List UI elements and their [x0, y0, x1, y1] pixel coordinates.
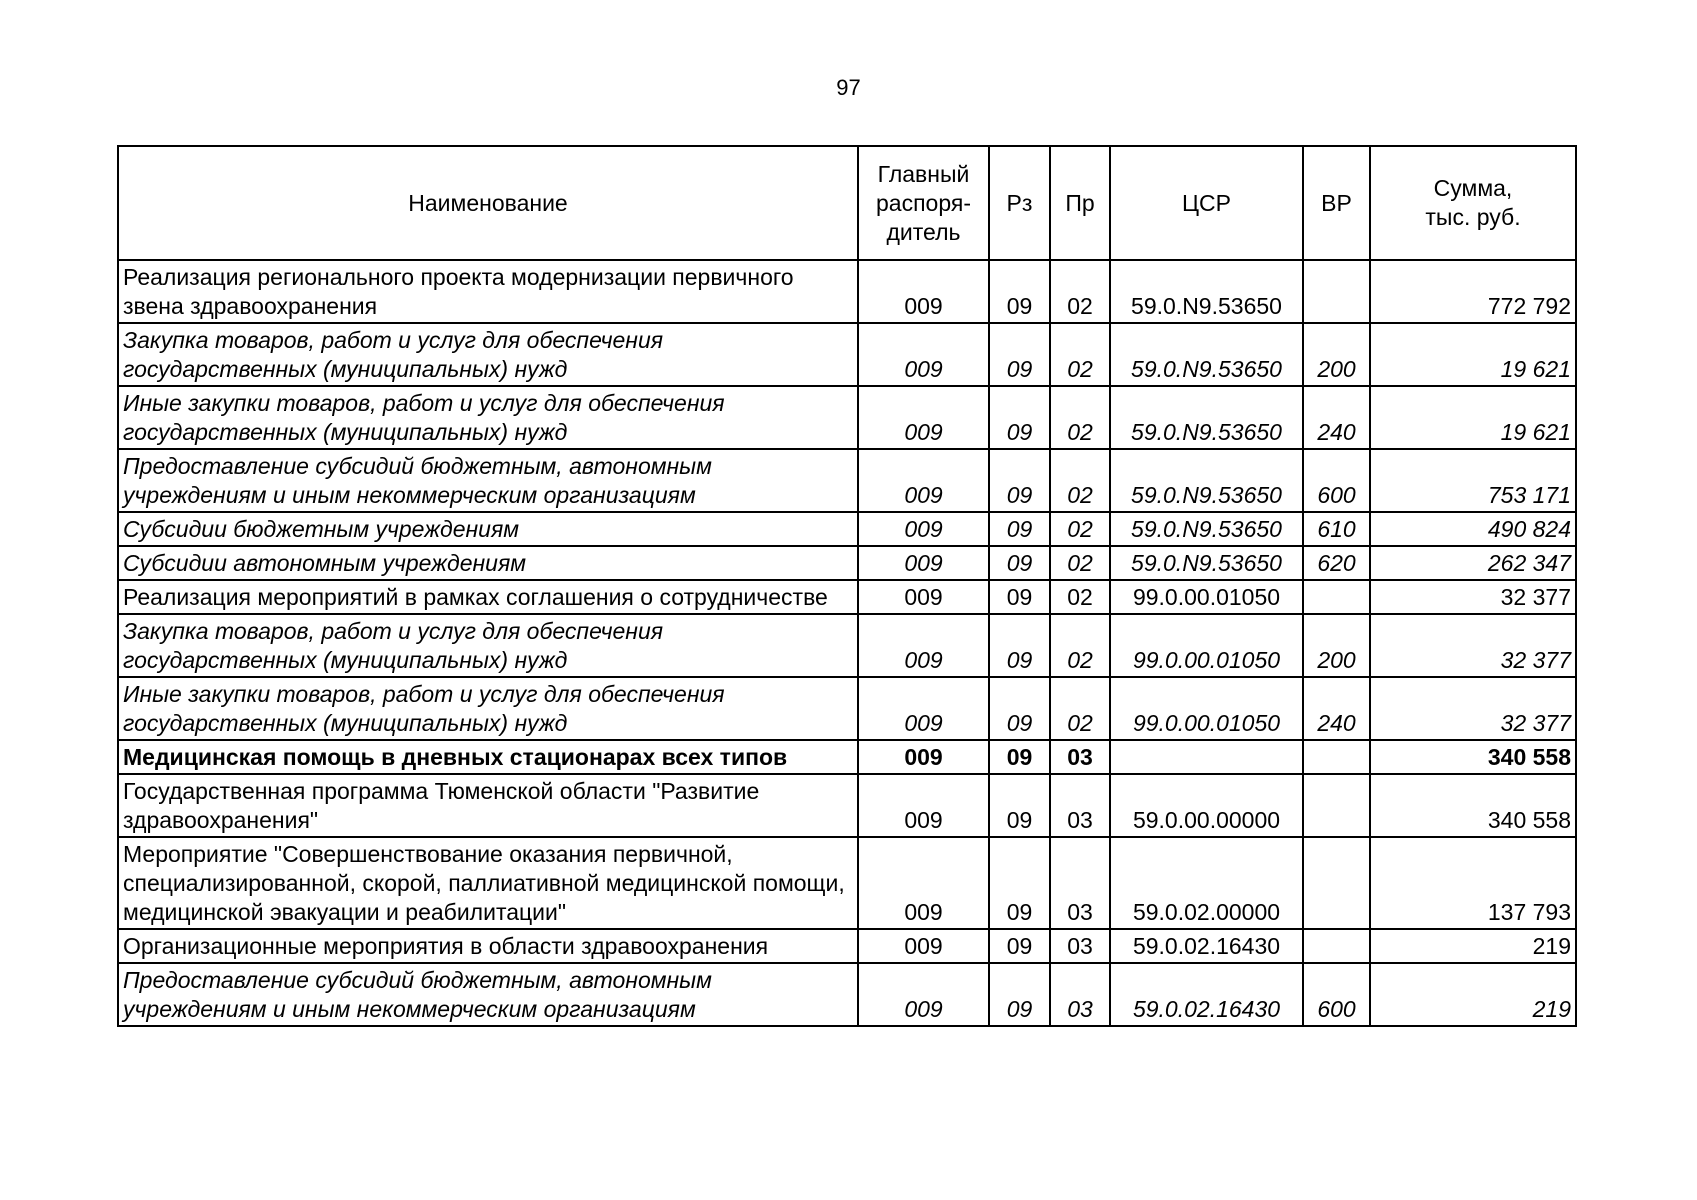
table-row — [118, 323, 1576, 386]
row-rz-cell: 09 — [989, 580, 1050, 614]
row-pr-cell: 02 — [1050, 512, 1110, 546]
row-rz-cell: 09 — [989, 837, 1050, 929]
header-grbs — [858, 146, 989, 260]
table-row — [118, 546, 1576, 580]
row-name-cell: Реализация регионального проекта модернизации первичного звена здравоохранения — [118, 260, 858, 323]
row-name-cell: Организационные мероприятия в области здравоохранения — [118, 929, 858, 963]
row-vr-cell: 600 — [1303, 449, 1370, 512]
row-csr-cell: 59.0.N9.53650 — [1110, 512, 1303, 546]
table-row — [118, 512, 1576, 546]
row-name-cell: Закупка товаров, работ и услуг для обеспечения государственных (муниципальных) нужд — [118, 323, 858, 386]
row-rz-cell: 09 — [989, 963, 1050, 1026]
table-row — [118, 774, 1576, 837]
row-sum-cell: 32 377 — [1370, 614, 1576, 677]
header-rz: Рз — [989, 146, 1050, 260]
row-vr-cell — [1303, 774, 1370, 837]
row-vr-cell — [1303, 740, 1370, 774]
row-grbs-cell: 009 — [858, 740, 989, 774]
row-pr-cell: 02 — [1050, 546, 1110, 580]
row-vr-cell — [1303, 837, 1370, 929]
row-sum-cell: 19 621 — [1370, 386, 1576, 449]
row-csr-cell: 59.0.02.16430 — [1110, 963, 1303, 1026]
table-row — [118, 837, 1576, 929]
header-csr: ЦСР — [1110, 146, 1303, 260]
row-sum-cell: 32 377 — [1370, 580, 1576, 614]
header-sum-line: Сумма, — [1433, 175, 1513, 201]
row-csr-cell: 59.0.N9.53650 — [1110, 323, 1303, 386]
header-sum-line: тыс. руб. — [1425, 204, 1521, 230]
row-sum-cell: 137 793 — [1370, 837, 1576, 929]
table-row — [118, 929, 1576, 963]
row-pr-cell: 02 — [1050, 580, 1110, 614]
row-pr-cell: 02 — [1050, 677, 1110, 740]
row-vr-cell: 610 — [1303, 512, 1370, 546]
row-sum-cell: 490 824 — [1370, 512, 1576, 546]
table-row — [118, 260, 1576, 323]
row-csr-cell: 59.0.02.16430 — [1110, 929, 1303, 963]
row-grbs-cell: 009 — [858, 386, 989, 449]
row-csr-cell — [1110, 740, 1303, 774]
header-grbs-line: распоря- — [876, 189, 971, 216]
row-pr-cell: 03 — [1050, 837, 1110, 929]
table-row — [118, 386, 1576, 449]
row-csr-cell: 59.0.00.00000 — [1110, 774, 1303, 837]
row-grbs-cell: 009 — [858, 512, 989, 546]
row-sum-cell: 32 377 — [1370, 677, 1576, 740]
row-vr-cell: 600 — [1303, 963, 1370, 1026]
row-sum-cell: 340 558 — [1370, 740, 1576, 774]
row-vr-cell: 200 — [1303, 614, 1370, 677]
row-rz-cell: 09 — [989, 677, 1050, 740]
row-rz-cell: 09 — [989, 323, 1050, 386]
row-pr-cell: 02 — [1050, 386, 1110, 449]
header-grbs-line: Главный — [877, 160, 970, 187]
row-name-cell: Медицинская помощь в дневных стационарах всех типов — [118, 740, 858, 774]
row-name-cell: Иные закупки товаров, работ и услуг для обеспечения государственных (муниципальных) нужд — [118, 677, 858, 740]
table-row — [118, 677, 1576, 740]
row-name-cell: Субсидии автономным учреждениям — [118, 546, 858, 580]
row-rz-cell: 09 — [989, 512, 1050, 546]
row-pr-cell: 02 — [1050, 449, 1110, 512]
row-csr-cell: 59.0.N9.53650 — [1110, 260, 1303, 323]
header-sum — [1370, 146, 1576, 260]
row-rz-cell: 09 — [989, 546, 1050, 580]
row-grbs-cell: 009 — [858, 614, 989, 677]
table-row — [118, 449, 1576, 512]
row-pr-cell: 03 — [1050, 929, 1110, 963]
table-row — [118, 740, 1576, 774]
row-csr-cell: 99.0.00.01050 — [1110, 580, 1303, 614]
row-grbs-cell: 009 — [858, 677, 989, 740]
row-grbs-cell: 009 — [858, 323, 989, 386]
page-number: 97 — [836, 75, 861, 100]
row-csr-cell: 59.0.N9.53650 — [1110, 449, 1303, 512]
row-sum-cell: 772 792 — [1370, 260, 1576, 323]
row-name-cell: Реализация мероприятий в рамках соглашения о сотрудничестве — [118, 580, 858, 614]
row-csr-cell: 59.0.N9.53650 — [1110, 546, 1303, 580]
row-pr-cell: 03 — [1050, 740, 1110, 774]
row-pr-cell: 03 — [1050, 963, 1110, 1026]
row-csr-cell: 99.0.00.01050 — [1110, 614, 1303, 677]
header-pr: Пр — [1050, 146, 1110, 260]
row-grbs-cell: 009 — [858, 929, 989, 963]
row-csr-cell: 59.0.02.00000 — [1110, 837, 1303, 929]
row-csr-cell: 59.0.N9.53650 — [1110, 386, 1303, 449]
row-sum-cell: 262 347 — [1370, 546, 1576, 580]
row-pr-cell: 03 — [1050, 774, 1110, 837]
table-body — [118, 260, 1576, 1026]
row-pr-cell: 02 — [1050, 614, 1110, 677]
row-grbs-cell: 009 — [858, 449, 989, 512]
row-sum-cell: 219 — [1370, 929, 1576, 963]
row-name-cell: Предоставление субсидий бюджетным, автономным учреждениям и иным некоммерческим организациям — [118, 963, 858, 1026]
row-grbs-cell: 009 — [858, 837, 989, 929]
row-rz-cell: 09 — [989, 740, 1050, 774]
row-name-cell: Мероприятие "Совершенствование оказания первичной, специализированной, скорой, паллиативной медицинской помощи, медицинской эвакуации и реабилитации" — [118, 837, 858, 929]
header-grbs-line: дитель — [886, 218, 961, 245]
table-header-row — [118, 146, 1576, 260]
row-vr-cell: 240 — [1303, 677, 1370, 740]
row-rz-cell: 09 — [989, 449, 1050, 512]
row-vr-cell: 240 — [1303, 386, 1370, 449]
row-vr-cell: 200 — [1303, 323, 1370, 386]
row-sum-cell: 19 621 — [1370, 323, 1576, 386]
header-vr: ВР — [1303, 146, 1370, 260]
row-grbs-cell: 009 — [858, 963, 989, 1026]
table-row — [118, 614, 1576, 677]
row-vr-cell — [1303, 580, 1370, 614]
row-vr-cell — [1303, 260, 1370, 323]
row-name-cell: Субсидии бюджетным учреждениям — [118, 512, 858, 546]
row-grbs-cell: 009 — [858, 580, 989, 614]
row-sum-cell: 340 558 — [1370, 774, 1576, 837]
row-name-cell: Закупка товаров, работ и услуг для обеспечения государственных (муниципальных) нужд — [118, 614, 858, 677]
row-vr-cell: 620 — [1303, 546, 1370, 580]
row-name-cell: Предоставление субсидий бюджетным, автономным учреждениям и иным некоммерческим организациям — [118, 449, 858, 512]
row-rz-cell: 09 — [989, 260, 1050, 323]
row-grbs-cell: 009 — [858, 260, 989, 323]
budget-table — [117, 145, 1577, 1027]
row-rz-cell: 09 — [989, 774, 1050, 837]
row-rz-cell: 09 — [989, 386, 1050, 449]
row-sum-cell: 219 — [1370, 963, 1576, 1026]
table-row — [118, 963, 1576, 1026]
row-name-cell: Иные закупки товаров, работ и услуг для обеспечения государственных (муниципальных) нужд — [118, 386, 858, 449]
row-vr-cell — [1303, 929, 1370, 963]
header-name: Наименование — [118, 146, 858, 260]
row-pr-cell: 02 — [1050, 323, 1110, 386]
row-sum-cell: 753 171 — [1370, 449, 1576, 512]
row-rz-cell: 09 — [989, 929, 1050, 963]
row-grbs-cell: 009 — [858, 774, 989, 837]
row-rz-cell: 09 — [989, 614, 1050, 677]
row-grbs-cell: 009 — [858, 546, 989, 580]
table-row — [118, 580, 1576, 614]
row-pr-cell: 02 — [1050, 260, 1110, 323]
row-name-cell: Государственная программа Тюменской области "Развитие здравоохранения" — [118, 774, 858, 837]
row-csr-cell: 99.0.00.01050 — [1110, 677, 1303, 740]
